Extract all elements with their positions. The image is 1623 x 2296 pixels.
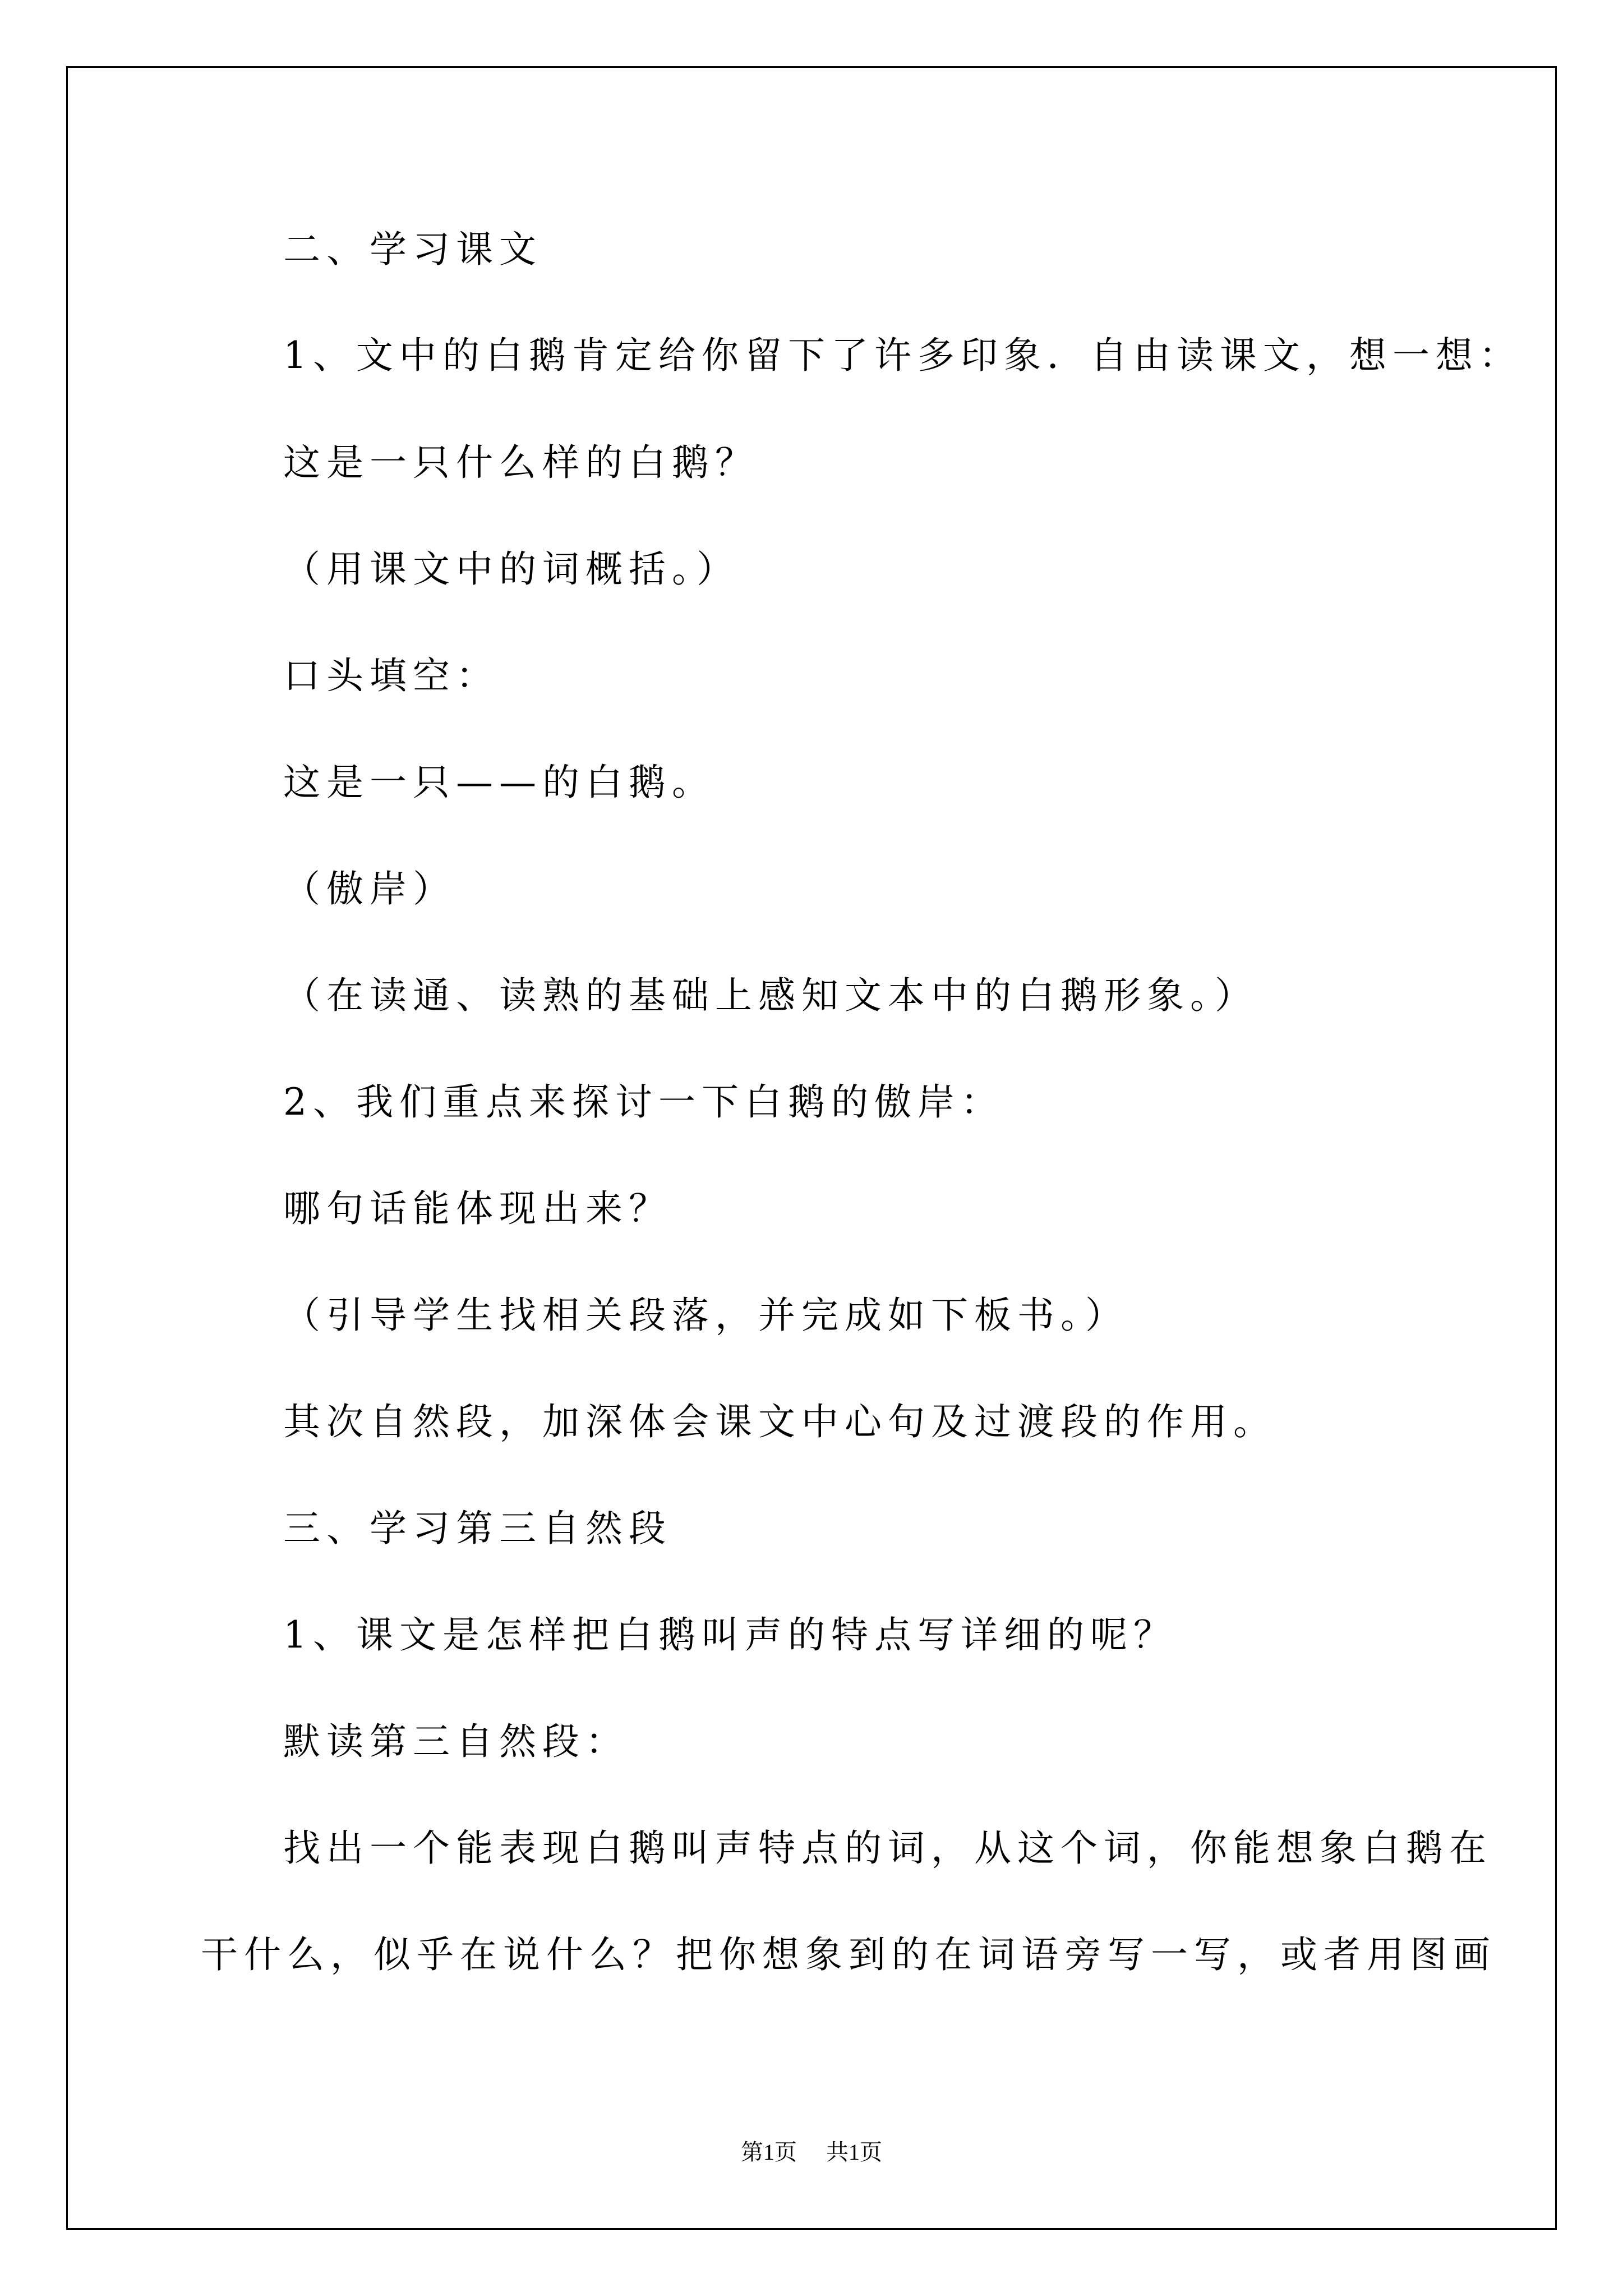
paragraph-line: 1、课文是怎样把白鹅叫声的特点写详细的呢？ [283,1613,1177,1657]
section-heading-third-paragraph: 三、学习第三自然段 [283,1507,672,1550]
paragraph-line: 这是一只——的白鹅。 [283,761,715,804]
page-footer [0,2134,1623,2166]
section-heading-study-text: 二、学习课文 [283,228,542,271]
paragraph-line: 这是一只什么样的白鹅？ [283,441,758,484]
paragraph-line: （傲岸） [283,867,456,910]
paragraph-line: （在读通、读熟的基础上感知文本中的白鹅形象。） [283,974,1258,1017]
paragraph-line: 哪句话能体现出来？ [283,1187,672,1230]
paragraph-line: 干什么，似乎在说什么？把你想象到的在词语旁写一写，或者用图画 [201,1933,1496,1976]
page-total: 共1页 [826,2139,882,2165]
paragraph-line: 找出一个能表现白鹅叫声特点的词，从这个词，你能想象白鹅在 [283,1826,1492,1870]
paragraph-line: 口头填空： [283,654,499,697]
paragraph-line: 2、我们重点来探讨一下白鹅的傲岸： [283,1080,1004,1124]
paragraph-line: （用课文中的词概括。） [283,547,740,591]
paragraph-line: 默读第三自然段： [283,1720,629,1763]
paragraph-line: 1、文中的白鹅肯定给你留下了许多印象．自由读课文，想一想： [283,334,1522,377]
page-number: 第1页 [741,2139,797,2165]
paragraph-line: 其次自然段，加深体会课文中心句及过渡段的作用。 [283,1400,1276,1443]
paragraph-line: （引导学生找相关段落，并完成如下板书。） [283,1294,1128,1337]
